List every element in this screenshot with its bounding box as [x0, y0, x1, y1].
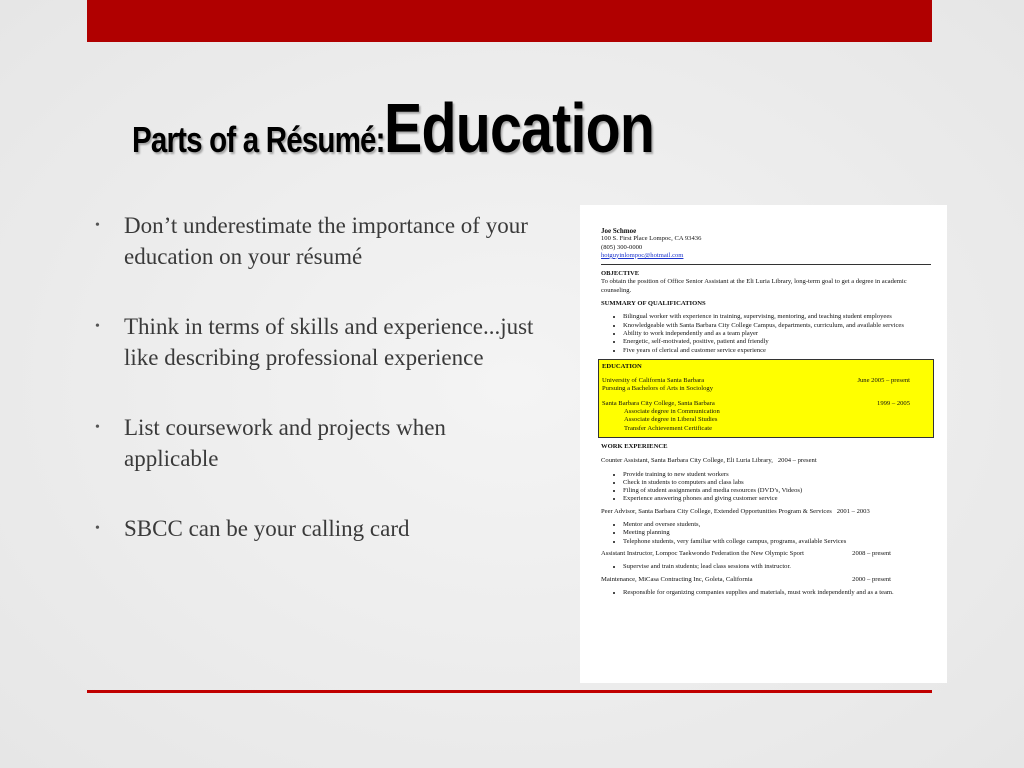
title-prefix: Parts of a Résumé: [132, 119, 385, 160]
job-duties: • Supervise and train students; lead class sessions with instructor. [601, 563, 931, 571]
job-entry: Peer Advisor, Santa Barbara City College, Extended Opportunities Program & Services 2001 – 2003 [601, 507, 870, 515]
job-entry: Maintenance, MiCasa Contracting Inc, Goleta, California 2000 – present [601, 575, 891, 583]
education-entry: University of California Santa Barbara June 2005 – present [602, 377, 910, 385]
slide-title [132, 88, 713, 168]
title-main: Education [383, 89, 654, 167]
work-heading: WORK EXPERIENCE [601, 442, 668, 450]
resume-image [580, 205, 947, 683]
job-duties: • Provide training to new student workers • Check in students to computers and class labs • Filing of student assignments and media resources (DVD’s, Videos) • Experience answering phones and giving customer service [601, 471, 931, 504]
bullet-list [90, 210, 540, 583]
job-entry: Assistant Instructor, Lompoc Taekwondo Federation the New Olympic Sport 2008 – present [601, 549, 891, 557]
summary-heading: SUMMARY OF QUALIFICATIONS [601, 300, 706, 308]
bullet-item: • Think in terms of skills and experience...just like describing professional experience [90, 311, 540, 373]
objective-heading: OBJECTIVE [601, 270, 640, 278]
bullet-icon: • [95, 218, 100, 233]
education-heading: EDUCATION [602, 362, 642, 370]
resume-email: hotguyinlompoc@hotmail.com [601, 251, 684, 259]
bullet-item: • List coursework and projects when applicable [90, 412, 540, 474]
education-highlight-box: EDUCATION University of California Santa Barbara June 2005 – present Pursuing a Bachelors of Arts in Sociology Santa Barbara City College, Santa Barbara 1999 – 2005 Associate degree in Communication Associate degree in Liberal Studies Transfer Achievement Certificate [598, 359, 934, 438]
resume-phone: (805) 300-0000 [601, 243, 643, 251]
top-accent-bar [87, 0, 932, 42]
education-entry: Santa Barbara City College, Santa Barbara 1999 – 2005 [602, 399, 910, 407]
objective-text: To obtain the position of Office Senior Assistant at the Eli Luria Library, long-term goal to get a degree in academic counseling. [601, 278, 907, 294]
bullet-icon: • [95, 521, 100, 536]
job-entry: Counter Assistant, Santa Barbara City College, Eli Luria Library, 2004 – present [601, 457, 817, 465]
resume-divider [601, 264, 931, 265]
bullet-item: • Don’t underestimate the importance of your education on your résumé [90, 210, 540, 272]
job-duties: • Responsible for organizing companies supplies and materials, must work independently and as a team. [601, 589, 931, 597]
bullet-icon: • [95, 319, 100, 334]
resume-name: Joe Schmoe [601, 227, 637, 235]
bottom-accent-line [87, 690, 932, 693]
bullet-icon: • [95, 420, 100, 435]
job-duties: • Mentor and oversee students, • Meeting planning • Telephone students, very familiar with college campus, programs, available Services [601, 521, 931, 546]
summary-list: • Bilingual worker with experience in training, supervising, mentoring, and teaching student employees • Knowledgeable with Santa Barbara City College Campus, departments, curriculum, and available services • Ability to work independently and as a team player • Energetic, self-motivated, positive, patient and friendly • Five years of clerical and customer service experience [601, 313, 931, 354]
bullet-item: • SBCC can be your calling card [90, 513, 540, 544]
resume-address: 100 S. First Place Lompoc, CA 93436 [601, 235, 702, 243]
